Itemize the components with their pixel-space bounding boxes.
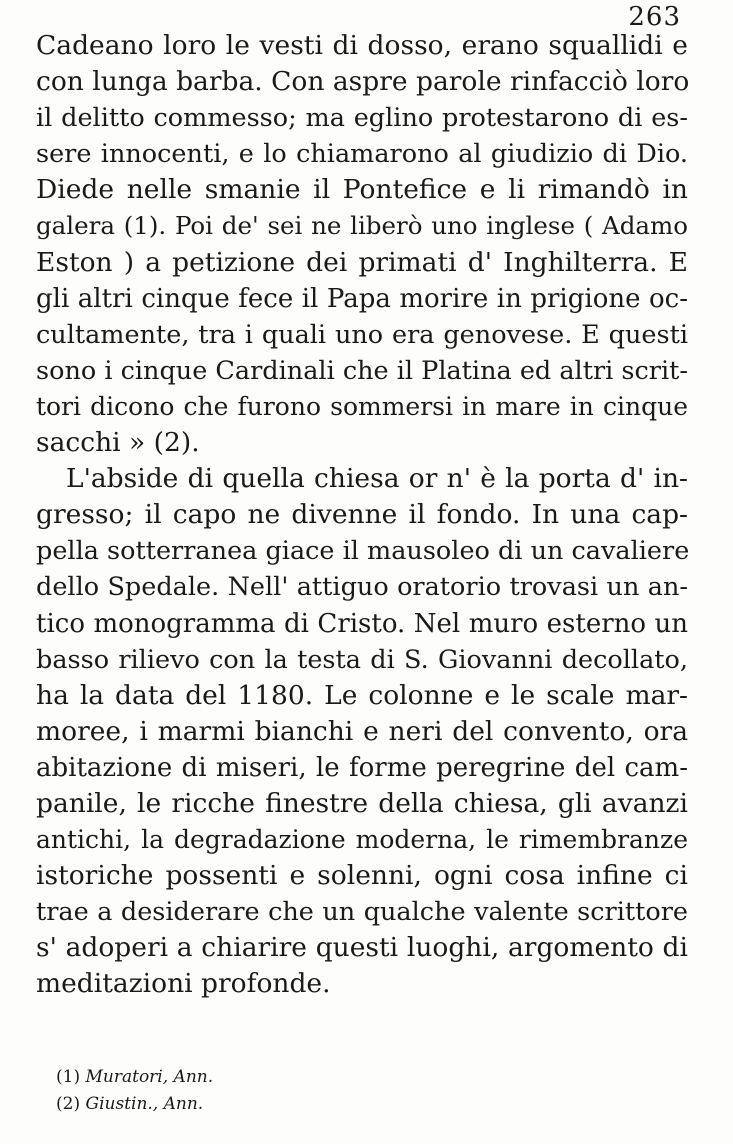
text-line: abitazione di miseri, le forme peregrine del cam-: [36, 752, 688, 783]
text-line: pella sotterranea giace il mausoleo di un cavaliere: [36, 536, 690, 567]
text-line: trae a desiderare che un qualche valente scrittore: [36, 897, 688, 928]
footnote: [56, 1064, 456, 1091]
text-line: meditazioni profonde.: [36, 968, 331, 1000]
text-line: sacchi » (2).: [36, 427, 200, 459]
text-line: L'abside di quella chiesa or n' è la porta d' in-: [66, 463, 688, 495]
text-line: gresso; il capo ne divenne il fondo. In una cap-: [36, 499, 688, 531]
text-line: il delitto commesso; ma eglino protestarono di es-: [36, 103, 688, 134]
text-line: Eston ) a petizione dei primati d' Inghilterra. E: [36, 246, 688, 278]
text-line: Diede nelle smanie il Pontefice e li rimandò in: [36, 174, 688, 206]
text-line: Cadeano loro le vesti di dosso, erano squallidi e: [36, 30, 688, 61]
text-line: panile, le ricche finestre della chiesa, gli avanzi: [36, 787, 688, 819]
text-line: antichi, la degradazione moderna, le rimembranze: [36, 825, 688, 855]
text-line: istoriche possenti e solenni, ogni cosa infine ci: [36, 860, 688, 892]
text-line: basso rilievo con la testa di S. Giovanni decollato,: [36, 644, 688, 675]
body-text: [36, 28, 688, 1003]
text-line: dello Spedale. Nell' attiguo oratorio trovasi un an-: [36, 572, 688, 603]
text-line: gli altri cinque fece il Papa morire in prigione oc-: [36, 283, 688, 314]
text-line: con lunga barba. Con aspre parole rinfacciò loro: [36, 66, 690, 98]
text-line: ha la data del 1180. Le colonne e le scale mar-: [36, 679, 688, 711]
footnote-number: (1): [56, 1067, 81, 1087]
page-number: 263: [628, 2, 681, 32]
footnote-number: (2): [56, 1094, 81, 1114]
text-line: tico monogramma di Cristo. Nel muro esterno un: [36, 608, 688, 639]
text-line: sono i cinque Cardinali che il Platina ed altri scrit-: [36, 355, 688, 386]
text-line: cultamente, tra i quali uno era genovese. E questi: [36, 319, 688, 350]
text-line: tori dicono che furono sommersi in mare in cinque: [36, 391, 688, 421]
footnotes: [56, 1064, 456, 1118]
footnote-source: Muratori, Ann.: [85, 1067, 214, 1087]
text-line: moree, i marmi bianchi e neri del convento, ora: [36, 715, 688, 747]
text-line: sere innocenti, e lo chiamarono al giudizio di Dio.: [36, 139, 688, 170]
text-line: galera (1). Poi de' sei ne liberò uno inglese ( Adamo: [36, 211, 688, 241]
text-line: s' adoperi a chiarire questi luoghi, argomento di: [36, 932, 688, 964]
footnote: [56, 1091, 456, 1118]
footnote-source: Giustin., Ann.: [85, 1094, 204, 1114]
